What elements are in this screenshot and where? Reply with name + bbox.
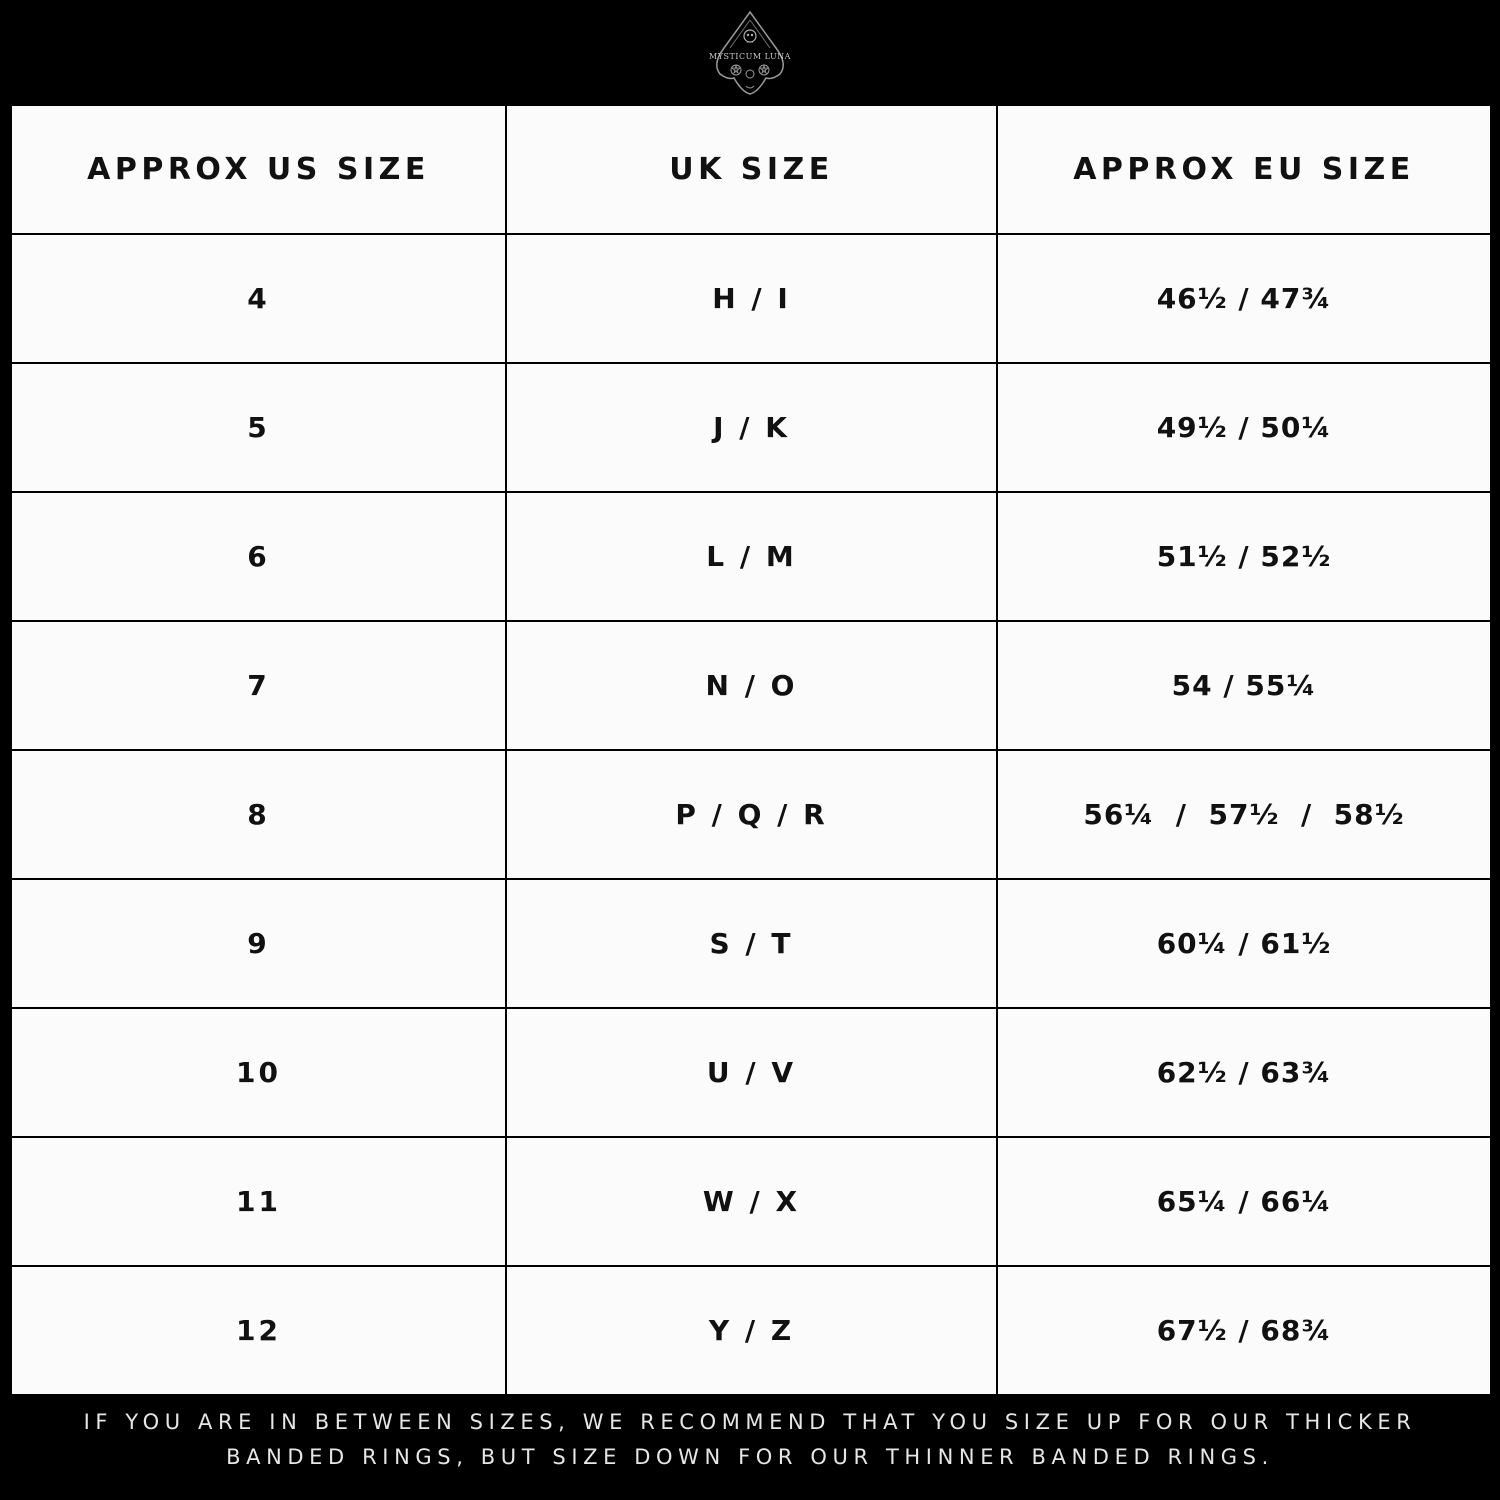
table-row [11,1008,1491,1137]
planchette-skull-pentagram-icon [706,8,794,98]
uk-size-cell: Y / Z [506,1266,997,1395]
eu-size-cell: 49½ / 50¼ [997,363,1491,492]
uk-size-cell: S / T [506,879,997,1008]
table-row [11,234,1491,363]
brand-logo [706,8,794,98]
uk-size-cell: J / K [506,363,997,492]
eu-size-cell: 65¼ / 66¼ [997,1137,1491,1266]
eu-size-cell: 56¼ / 57½ / 58½ [997,750,1491,879]
us-size-cell: 8 [11,750,506,879]
us-size-cell: 11 [11,1137,506,1266]
sizing-advice-line-1: IF YOU ARE IN BETWEEN SIZES, WE RECOMMEND THAT YOU SIZE UP FOR OUR THICKER [83,1410,1417,1434]
header-eu-size: APPROX EU SIZE [997,105,1491,234]
us-size-cell: 7 [11,621,506,750]
us-size-cell: 10 [11,1008,506,1137]
uk-size-cell: N / O [506,621,997,750]
eu-size-cell: 60¼ / 61½ [997,879,1491,1008]
uk-size-cell: H / I [506,234,997,363]
uk-size-cell: U / V [506,1008,997,1137]
header-us-size: APPROX US SIZE [11,105,506,234]
uk-size-cell: P / Q / R [506,750,997,879]
logo-text: MYSTICUM LUNA [709,52,791,61]
table-row [11,879,1491,1008]
header-row [11,105,1491,234]
eu-size-cell: 54 / 55¼ [997,621,1491,750]
table-row [11,621,1491,750]
header-uk-size: UK SIZE [506,105,997,234]
us-size-cell: 6 [11,492,506,621]
us-size-cell: 4 [11,234,506,363]
us-size-cell: 12 [11,1266,506,1395]
uk-size-cell: L / M [506,492,997,621]
eu-size-cell: 51½ / 52½ [997,492,1491,621]
uk-size-cell: W / X [506,1137,997,1266]
ring-size-table [10,104,1492,1396]
table-row [11,492,1491,621]
table-row [11,750,1491,879]
table-row [11,1137,1491,1266]
sizing-advice-line-2: BANDED RINGS, BUT SIZE DOWN FOR OUR THINNER BANDED RINGS. [226,1445,1274,1469]
table-row [11,363,1491,492]
us-size-cell: 5 [11,363,506,492]
us-size-cell: 9 [11,879,506,1008]
eu-size-cell: 46½ / 47¾ [997,234,1491,363]
table-row [11,1266,1491,1395]
eu-size-cell: 67½ / 68¾ [997,1266,1491,1395]
sizing-advice-note [0,1405,1500,1475]
eu-size-cell: 62½ / 63¾ [997,1008,1491,1137]
